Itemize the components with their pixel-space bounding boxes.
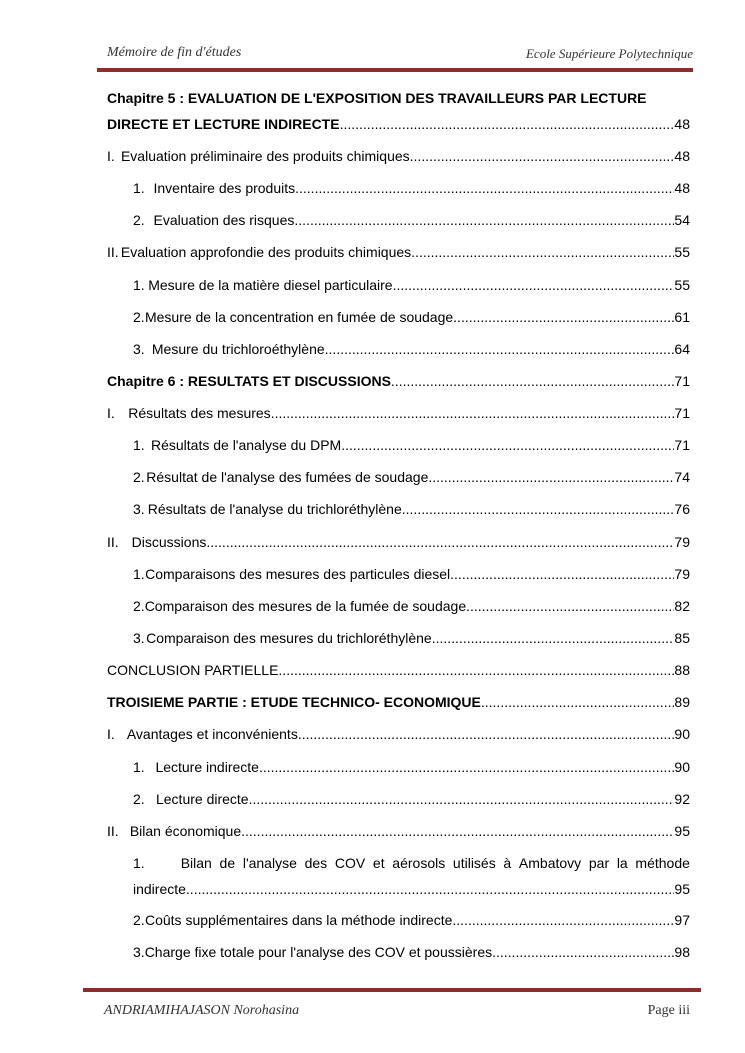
toc-entry-text: Résultat de l'analyse des fumées de soudage: [146, 469, 429, 485]
toc-entry[interactable]: [133, 565, 690, 583]
toc-entry-text: Evaluation approfondie des produits chimiques: [120, 244, 412, 260]
toc-entry-number: 1.: [133, 180, 145, 196]
toc-entry-text: DIRECTE ET LECTURE INDIRECTE: [107, 116, 340, 132]
footer-author: ANDRIAMIHAJASON Norohasina: [104, 1003, 300, 1018]
toc-entry[interactable]: [107, 822, 690, 840]
toc-page-number: 55: [674, 277, 690, 293]
toc-entry-conclusion[interactable]: [107, 661, 690, 679]
toc-entry-number: 1.: [133, 566, 145, 582]
toc-leader-dots: [186, 880, 675, 898]
toc-leader-dots: [410, 147, 675, 165]
toc-entry-text: Avantages et inconvénients: [126, 726, 298, 742]
toc-entry[interactable]: [133, 340, 690, 358]
toc-word: de: [219, 855, 236, 871]
toc-leader-dots: [481, 693, 675, 711]
toc-entry-part3[interactable]: [107, 693, 690, 711]
toc-page-number: 71: [674, 437, 690, 453]
header-right: Ecole Supérieure Polytechnique: [525, 46, 693, 61]
toc-leader-dots: [428, 468, 674, 486]
header-left: Mémoire de fin d'études: [107, 45, 242, 60]
toc-page-number: 54: [674, 212, 690, 228]
toc-entry-number: 1.: [133, 855, 145, 871]
toc-entry-number: I.: [107, 726, 115, 742]
toc-word: par: [588, 855, 610, 871]
toc-entry[interactable]: [133, 597, 690, 615]
toc-leader-dots: [393, 276, 675, 294]
toc-entry-number: 1.: [133, 437, 145, 453]
toc-page-number: 64: [674, 341, 690, 357]
toc-entry-number: 3.: [133, 341, 145, 357]
toc-entry-text: Discussions: [131, 534, 207, 550]
toc-entry-chapter5[interactable]: [107, 89, 690, 133]
toc-page-number: 89: [674, 694, 690, 710]
toc-leader-dots: [259, 758, 674, 776]
header-rule: [97, 68, 693, 72]
toc-entry-text: Coûts supplémentaires dans la méthode indirecte: [144, 912, 453, 928]
footer-rule: [83, 988, 701, 992]
toc-entry[interactable]: [133, 500, 690, 518]
toc-entry[interactable]: [133, 790, 690, 808]
toc-page-number: 98: [674, 944, 690, 960]
toc-page-number: 82: [674, 598, 690, 614]
toc-entry[interactable]: [133, 629, 690, 647]
toc-page-number: 90: [674, 726, 690, 742]
toc-entry-text: TROISIEME PARTIE : ETUDE TECHNICO- ECONOMIQUE: [107, 694, 481, 710]
toc-word: la: [616, 855, 628, 871]
toc-leader-dots: [453, 308, 674, 326]
toc-page-number: 85: [674, 630, 690, 646]
toc-page-number: 88: [674, 662, 690, 678]
toc-entry-chapter6[interactable]: [107, 372, 690, 390]
toc-leader-dots: [295, 179, 674, 197]
toc-entry[interactable]: [133, 308, 690, 326]
toc-page-number: 90: [674, 759, 690, 775]
toc-page-number: 92: [674, 791, 690, 807]
toc-leader-dots: [466, 597, 674, 615]
toc-leader-dots: [271, 404, 675, 422]
toc-entry-text: Chapitre 5 : EVALUATION DE L'EXPOSITION DES TRAVAILLEURS PAR LECTURE: [107, 90, 647, 106]
toc-entry-text: Lecture indirecte: [155, 759, 259, 775]
toc-word: utilisés: [452, 855, 496, 871]
toc-entry-number: 3.: [133, 501, 145, 517]
toc-entry-number: 3.: [133, 630, 145, 646]
toc-entry-text: Résultats de l'analyse du DPM: [150, 437, 342, 453]
toc-page-number: 61: [674, 309, 690, 325]
toc-entry-text: Résultats de l'analyse du trichloréthylène: [147, 501, 402, 517]
toc-entry-number: 1.: [133, 759, 145, 775]
toc-leader-dots: [450, 565, 674, 583]
toc-entry[interactable]: [107, 147, 690, 165]
toc-entry[interactable]: [133, 436, 690, 454]
toc-word: COV: [334, 855, 366, 871]
toc-entry-text: Mesure du trichloroéthylène: [151, 341, 325, 357]
toc-entry-number: 2.: [133, 791, 145, 807]
toc-entry-text: Comparaison des mesures de la fumée de soudage: [144, 598, 467, 614]
toc-leader-dots: [294, 211, 674, 229]
toc-entry-text: CONCLUSION PARTIELLE: [107, 662, 279, 678]
toc-entry-text: Evaluation préliminaire des produits chimiques: [120, 148, 410, 164]
toc-entry[interactable]: [133, 179, 690, 197]
toc-page-number: 48: [674, 180, 690, 196]
toc-entry[interactable]: [133, 468, 690, 486]
toc-entry[interactable]: [133, 911, 690, 929]
toc-leader-dots: [241, 822, 674, 840]
toc-word: à: [503, 855, 512, 871]
toc-page-number: 74: [674, 469, 690, 485]
toc-word: l'analyse: [242, 855, 297, 871]
toc-word: méthode: [635, 855, 690, 871]
toc-leader-dots: [432, 629, 675, 647]
toc-word: Ambatovy: [518, 855, 582, 871]
toc-page-number: 48: [674, 148, 690, 164]
toc-leader-dots: [492, 943, 674, 961]
toc-leader-dots: [340, 115, 675, 133]
toc-entry-number: 2.: [133, 598, 145, 614]
toc-leader-dots: [391, 372, 675, 390]
toc-leader-dots: [402, 500, 675, 518]
toc-entry[interactable]: [133, 943, 690, 961]
toc-leader-dots: [278, 661, 674, 679]
toc-entry-text: Mesure de la matière diesel particulaire: [148, 277, 393, 293]
toc-entry-cov[interactable]: [133, 854, 690, 898]
toc-page-number: 95: [674, 881, 690, 897]
toc-page-number: 79: [674, 534, 690, 550]
toc-entry[interactable]: [107, 533, 690, 551]
toc-entry-text: Mesure de la concentration en fumée de soudage: [144, 309, 454, 325]
toc-entry-number: 2.: [133, 309, 145, 325]
toc-page-number: 95: [674, 823, 690, 839]
toc-entry-number: 2.: [133, 469, 145, 485]
toc-word: et: [372, 855, 385, 871]
toc-leader-dots: [452, 911, 674, 929]
toc-entry-number: I.: [107, 405, 115, 421]
toc-entry-number: II.: [107, 244, 119, 260]
toc-entry-number: 2.: [133, 912, 145, 928]
toc-entry-text: Comparaison des mesures du trichloréthylène: [146, 630, 432, 646]
toc-page-number: 97: [674, 912, 690, 928]
toc-entry-text: Comparaisons des mesures des particules diesel: [145, 566, 451, 582]
toc-entry-text: Lecture directe: [155, 791, 249, 807]
toc-entry-number: I.: [107, 148, 115, 164]
toc-entry-text-line1: [133, 854, 690, 872]
toc-entry-text: Inventaire des produits: [153, 180, 296, 196]
toc-page-number: 71: [674, 405, 690, 421]
toc-leader-dots: [411, 243, 674, 261]
toc-entry-text: indirecte: [133, 881, 186, 897]
toc-entry-text: Evaluation des risques: [153, 212, 295, 228]
toc-leader-dots: [298, 725, 675, 743]
toc-page-number: 76: [674, 501, 690, 517]
toc-entry-number: II.: [107, 534, 119, 550]
toc-entry-number: 3.: [133, 944, 145, 960]
toc-leader-dots: [249, 790, 675, 808]
footer-page-number: Page iii: [647, 1003, 690, 1018]
toc-page-number: 55: [674, 244, 690, 260]
toc-entry-text: Bilan économique: [129, 823, 242, 839]
toc-leader-dots: [206, 533, 674, 551]
toc-entry-text: Résultats des mesures: [128, 405, 271, 421]
toc-entry[interactable]: [133, 276, 690, 294]
toc-word: des: [304, 855, 328, 871]
toc-entry-number: 1.: [133, 277, 145, 293]
toc-leader-dots: [341, 436, 674, 454]
toc-page-number: 71: [674, 373, 690, 389]
toc-entry[interactable]: [107, 243, 690, 261]
toc-entry-number: II.: [107, 823, 119, 839]
toc-page-number: 79: [674, 566, 690, 582]
toc-page-number: 48: [674, 116, 690, 132]
toc-entry-text: Chapitre 6 : RESULTATS ET DISCUSSIONS: [107, 373, 391, 389]
toc-entry-number: 2.: [133, 212, 145, 228]
toc-entry[interactable]: [133, 211, 690, 229]
toc-entry[interactable]: [107, 404, 690, 422]
toc-entry[interactable]: [133, 758, 690, 776]
toc-word: Bilan: [180, 855, 212, 871]
toc-entry-text: Charge fixe totale pour l'analyse des COV et poussières: [144, 944, 493, 960]
toc-word: aérosols: [392, 855, 446, 871]
toc-entry[interactable]: [107, 725, 690, 743]
toc-leader-dots: [325, 340, 675, 358]
